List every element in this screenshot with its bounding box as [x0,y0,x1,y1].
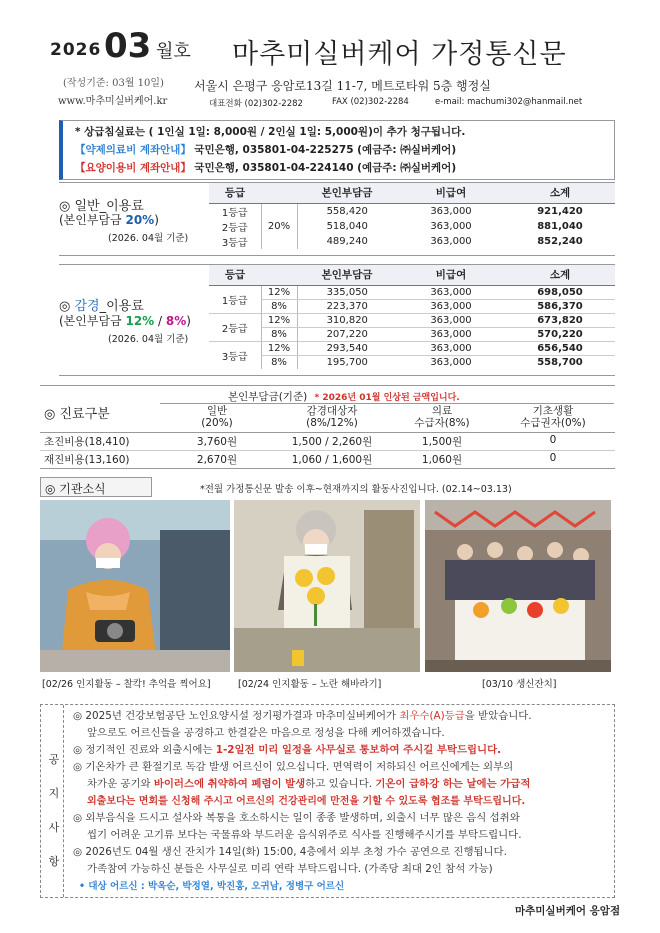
reduced-fee-title-mark: ◎ [59,299,75,314]
col-self: 본인부담금 [297,265,397,285]
total-cell: 558,700 [537,356,583,368]
notice-text: 차가운 공기와 [87,778,154,790]
general-fee-title: ◎ 일반_이용료 [59,199,144,214]
issue-number: 03 [104,26,152,66]
photo-caption-2: [02/24 인지활동 – 노란 해바라기] [238,679,382,690]
medical-col-medicaid [392,405,492,429]
notice-targets: • 대상 어르신 : 박옥순, 박정열, 박진홍, 오귀남, 정병구 어르신 [79,881,345,892]
photo-caption-3: [03/10 생신잔치] [482,679,557,690]
notice-text: 씹기 어려운 고기류 보다는 국물류와 부드러운 음식위주로 식사를 진행해주시기를 부탁드립니다. [87,829,522,841]
notice-text: 하고 있습니다. [305,778,376,790]
medical-col-basic [492,405,614,429]
notice-line [73,725,613,742]
medical-cell: 2,670원 [196,454,238,466]
general-fee-sub-prefix: (본인부담금 [59,213,126,227]
medical-col-reduced-line1: 감경대상자 [306,405,358,417]
medical-col-general [162,405,272,429]
medical-col-basic-line1: 기초생활 [532,405,574,417]
website: www.마추미실버케어.kr [58,96,168,107]
notice-highlight: 바이러스에 취약하여 폐렴이 발생 [153,778,306,790]
rate-cell: 8% [261,299,297,313]
nonpay-cell: 363,000 [430,300,472,312]
notice-text: ◎ 정기적인 진료와 외출시에는 [73,744,216,756]
total-cell: 881,040 [537,220,583,232]
medical-col-reduced-line2: (8%/12%) [306,417,358,429]
notice-line [73,861,613,878]
total-cell: 673,820 [505,313,615,327]
pharmacy-account-label: 【약제의료비 계좌안내】 [75,144,191,156]
issue-suffix: 월호 [156,41,191,62]
notice-line [73,827,613,844]
table-row [209,285,615,299]
self-cell: 518,040 [326,220,368,232]
reduced-fee-sub-prefix: (본인부담금 [59,314,126,328]
notice-line [73,708,613,725]
table-row [40,452,615,468]
col-total: 소계 [505,265,615,285]
medical-col-general-line1: 일반 [206,405,228,417]
grade-cell: 2등급 [209,219,261,234]
nonpay-cell: 363,000 [430,205,472,217]
general-fee-rate: 20% [125,213,155,227]
room-fee-note: * 상급침실료는 ( 1인실 1일: 8,000원 / 2인실 1일: 5,000원)이 추가 청구됩니다. [75,126,466,138]
table-row [209,299,615,313]
medical-top-note: * 2026년 01월 인상된 금액입니다. [314,393,460,403]
grade-cell: 1등급 [209,285,261,313]
activity-photo-3 [425,500,611,672]
col-nonpay: 비급여 [397,183,505,203]
total-cell: 656,540 [505,341,615,355]
table-row [209,313,615,327]
col-grade: 등급 [209,183,261,203]
notice-side-char: 공 [48,753,60,766]
notice-list [73,708,613,895]
table-row [209,355,615,369]
col-self: 본인부담금 [297,183,397,203]
table-row [209,327,615,341]
notice-highlight: 최우수(A)등급 [399,710,465,722]
notice-text: 을 받았습니다. [464,710,532,722]
medical-section [40,385,615,469]
self-cell: 335,050 [297,285,397,299]
self-cell: 310,820 [297,313,397,327]
self-cell: 223,370 [326,300,368,312]
medical-top-header: 본인부담금(기준) [228,391,308,403]
email: e-mail: machumi302@hanmail.net [435,97,583,107]
page-title: 마추미실버케어 가정통신문 [232,39,567,70]
col-grade: 등급 [209,265,261,285]
news-note: *전월 가정통신문 발송 이후~현재까지의 활동사진입니다. (02.14~03.13) [200,484,512,495]
general-fee-subtitle [59,211,159,228]
nonpay-cell: 363,000 [430,328,472,340]
col-nonpay: 비급여 [397,265,505,285]
reduced-fee-title-em: 감경 [74,299,100,314]
reduced-rate-2: 8% [165,314,187,328]
medical-cell: 1,060원 [421,454,463,466]
footer-signature: 마추미실버케어 응암점 [515,905,621,917]
medical-cell: 1,500원 [421,436,463,448]
medical-col-reduced [272,405,392,429]
notice-line [73,793,613,810]
medical-cell: 3,760원 [196,436,238,448]
reduced-rate-1: 12% [125,314,155,328]
reduced-fee-sub-suffix: ) [186,314,191,328]
account-info-box [59,120,615,180]
address: 서울시 은평구 응암로13길 11-7, 메트로타워 5층 행정실 [194,79,491,93]
rate-cell: 8% [261,327,297,341]
base-date: (작성기준: 03월 10일) [63,78,164,89]
activity-photo-2 [234,500,420,672]
general-fee-date: (2026. 04월 기준) [108,233,189,244]
notice-line [73,878,613,895]
medical-col-medicaid-line1: 의료 [431,405,453,417]
self-cell: 207,220 [326,328,368,340]
photo-caption-1: [02/26 인지활동 – 찰칵! 추억을 찍어요] [42,679,211,690]
medical-row-label: 초진비용(18,410) [44,436,130,448]
reduced-fee-subtitle [59,312,191,329]
nonpay-cell: 363,000 [397,313,505,327]
grade-cell: 3등급 [209,341,261,369]
reduced-rate-slash: / [154,314,166,328]
rate-cell: 8% [261,355,297,369]
reduced-fee-section [59,264,615,376]
nonpay-cell: 363,000 [430,356,472,368]
care-account-label: 【요양이용비 계좌안내】 [75,162,191,174]
photo-birthday-party [425,500,611,672]
notice-highlight: 1-2일전 미리 일정을 사무실로 통보하여 주시길 부탁드립니다. [215,744,502,756]
rate-cell: 12% [261,285,297,299]
nonpay-cell: 363,000 [397,341,505,355]
nonpay-cell: 363,000 [397,285,505,299]
activity-photo-1 [40,500,230,672]
notice-line [73,844,613,861]
care-account: 국민은행, 035801-04-224140 (예금주: ㈜실버케어) [194,162,457,174]
notice-side-char: 지 [48,787,60,800]
col-total: 소계 [505,183,615,203]
medical-cell: 0 [549,452,557,464]
notice-text: 가족참여 가능하신 분들은 사무실로 미리 연락 부탁드립니다. (가족당 최대 2인 참석 가능) [87,863,493,875]
medical-title: ◎ 진료구분 [44,407,110,422]
medical-col-medicaid-line2: 수급자(8%) [414,417,470,429]
notice-text: ◎ 2026년도 04월 생신 잔치가 14일(화) 15:00, 4층에서 외부 초청 가수 공연으로 진행됩니다. [73,846,507,858]
nonpay-cell: 363,000 [430,235,472,247]
notice-highlight: 외출보다는 면회를 신청해 주시고 어르신의 건강관리에 만전을 기할 수 있도록 협조를 부탁드립니다. [87,796,526,807]
notice-text: 앞으로도 어르신들을 공경하고 한결같은 마음으로 정성을 다해 케어하겠습니다. [87,727,445,739]
photo-sunflower-activity [234,500,420,672]
reduced-fee-table [209,265,615,369]
news-title: ◎ 기관소식 [45,482,106,496]
notice-text: ◎ 2025년 건강보험공단 노인요양시설 정기평가결과 마추미실버케어가 [73,710,400,722]
issue-year: 2026 [50,40,102,60]
medical-row-label: 재진비용(13,160) [44,454,130,466]
notice-line [73,776,613,793]
notice-side-label [45,743,63,879]
medical-col-general-line2: (20%) [201,417,233,429]
general-fee-table [209,183,615,249]
rate-cell: 12% [261,313,297,327]
self-cell: 293,540 [297,341,397,355]
fax: FAX (02)302-2284 [332,97,409,107]
total-cell: 698,050 [505,285,615,299]
reduced-fee-date: (2026. 04월 기준) [108,334,189,345]
news-title-box [40,477,152,497]
notice-text: ◎ 외부음식을 드시고 설사와 복통을 호소하시는 일이 종종 발생하며, 외출시 너무 많은 음식 섭취와 [73,812,520,824]
phone: 대표전화 (02)302-2282 [209,99,303,109]
table-row [209,341,615,355]
table-row [209,203,615,219]
col-rate [261,183,297,203]
rate-cell: 12% [261,341,297,355]
pharmacy-account: 국민은행, 035801-04-225275 (예금주: ㈜실버케어) [194,144,457,156]
notice-line [73,810,613,827]
rate-cell: 20% [261,203,297,249]
table-row [40,434,615,450]
notice-line [73,742,613,759]
general-fee-sub-suffix: ) [154,213,159,227]
nonpay-cell: 363,000 [430,220,472,232]
total-cell: 570,220 [537,328,583,340]
notice-line [73,759,613,776]
reduced-fee-title-rest: _이용료 [99,299,144,314]
grade-cell: 2등급 [209,313,261,341]
medical-cell: 0 [549,434,557,446]
medical-cell: 1,500 / 2,260원 [291,436,373,448]
general-fee-section [59,182,615,256]
self-cell: 489,240 [326,235,368,247]
notice-highlight: 기온이 급하강 하는 날에는 가급적 [375,778,531,790]
photo-camera-activity [40,500,230,672]
self-cell: 195,700 [326,356,368,368]
notice-text: ◎ 기온차가 큰 환절기로 독감 발생 어르신이 있으십니다. 면역력이 저하되신 어르신에게는 외부의 [73,761,514,773]
grade-cell: 3등급 [209,234,261,249]
medical-cell: 1,060 / 1,600원 [291,454,373,466]
notice-side-char: 사 [48,821,60,834]
self-cell: 558,420 [326,205,368,217]
total-cell: 852,240 [537,235,583,247]
grade-cell: 1등급 [209,203,261,219]
notice-box [40,704,615,898]
total-cell: 586,370 [537,300,583,312]
medical-col-basic-line2: 수급권자(0%) [520,417,586,429]
total-cell: 921,420 [537,205,583,217]
col-rate [261,265,297,285]
notice-side-char: 항 [48,855,60,868]
